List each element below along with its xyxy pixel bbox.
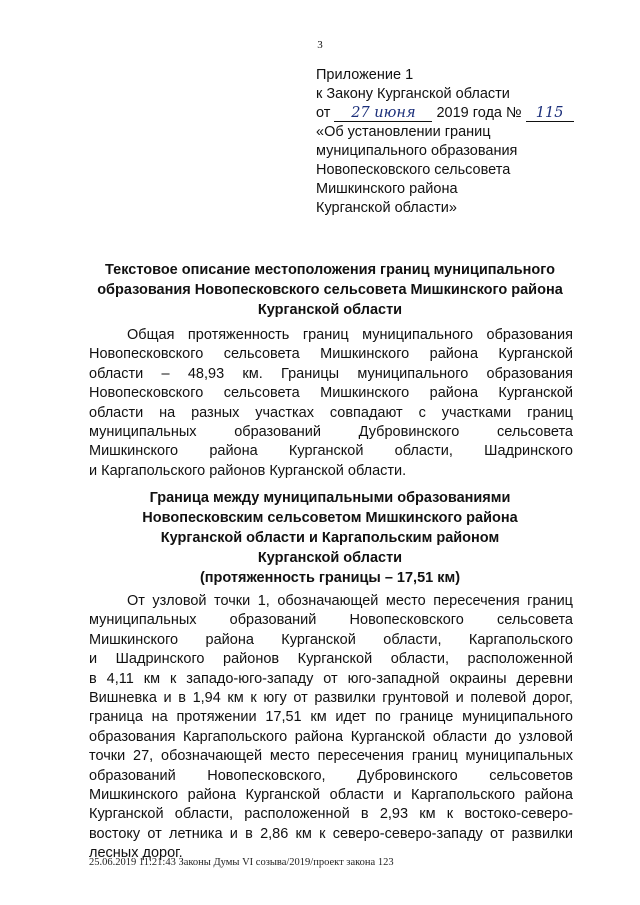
paragraph-line: образований Новопесковского, Дубровинского сельсоветов: [89, 767, 573, 784]
handwritten-law-number: 115: [526, 105, 574, 122]
intro-paragraph: [89, 326, 573, 481]
paragraph-line: области – 48,93 км. Границы муниципального образования: [89, 365, 573, 382]
paragraph-line: Мишкинского района Курганской области, Шадринского: [89, 443, 573, 460]
paragraph-line: муниципальных образований Дубровинского сельсовета: [89, 424, 573, 441]
appendix-law-reference: к Закону Курганской области: [316, 86, 510, 102]
section-heading-line: Курганской области и Каргапольским районом: [160, 530, 500, 546]
paragraph-line: Мишкинского района Курганской области, Каргапольского: [89, 631, 573, 648]
paragraph-line: Новопесковского сельсовета Мишкинского района Курганской: [89, 346, 573, 363]
paragraph-line: От узловой точки 1, обозначающей место пересечения границ: [127, 593, 573, 609]
paragraph-line: востоку от летника и в 2,86 км к северо-северо-западу от развилки: [89, 825, 573, 842]
document-footer: 25.06.2019 11:21:43 Законы Думы VI созыва/2019/проект закона 123: [89, 857, 394, 868]
page-number: 3: [317, 39, 323, 51]
paragraph-line: точки 27, обозначающей место пересечения границ муниципальных: [89, 748, 573, 765]
document-title-line: образования Новопесковского сельсовета Мишкинского района: [97, 282, 563, 298]
paragraph-line: Курганской области, расположенной в 2,93 км к востоко-северо-: [89, 806, 573, 823]
law-title-line: «Об установлении границ: [316, 124, 491, 140]
appendix-header: [316, 66, 616, 218]
section-heading-line: (протяженность границы – 17,51 км): [199, 570, 461, 586]
paragraph-line: и Каргапольского районов Курганской области.: [89, 462, 407, 479]
paragraph-line: Вишневка и в 1,94 км к югу от развилки грунтовой и полевой дорог,: [89, 690, 573, 707]
law-title-line: Новопесковского сельсовета: [316, 162, 511, 178]
document-title-line: Курганской области: [257, 302, 403, 318]
document-title-line: Текстовое описание местоположения границ муниципального: [105, 262, 555, 278]
section-heading-line: Новопесковским сельсоветом Мишкинского района: [142, 510, 518, 526]
paragraph-line: муниципальных образований Новопесковского сельсовета: [89, 612, 573, 629]
appendix-label: Приложение 1: [316, 67, 414, 83]
date-prefix: от: [316, 105, 331, 121]
law-title-line: муниципального образования: [316, 143, 518, 159]
paragraph-line: области на разных участках совпадают с участками границ: [89, 404, 573, 421]
paragraph-line: Мишкинского района Курганской области и Каргапольского района: [89, 787, 573, 804]
section-heading-line: Курганской области: [257, 550, 403, 566]
paragraph-line: и Шадринского районов Курганской области, расположенной: [89, 651, 573, 668]
law-title-line: Курганской области»: [316, 200, 457, 216]
document-title: [70, 260, 590, 320]
year-text: 2019 года №: [436, 105, 522, 121]
boundary-description-paragraph: [89, 592, 573, 864]
handwritten-date: 27 июня: [334, 105, 432, 122]
paragraph-line: в 4,11 км к западо-юго-западу от юго-западной окраины деревни: [89, 670, 573, 687]
paragraph-line: граница на протяжении 17,51 км идет по границе муниципального: [89, 709, 573, 726]
appendix-date-line: [316, 104, 616, 123]
paragraph-line: образования Каргапольского района Курганской области до узловой: [89, 728, 573, 745]
section-heading-line: Граница между муниципальными образованиями: [149, 490, 511, 506]
paragraph-line: лесных дорог.: [89, 845, 183, 862]
section-heading: [70, 488, 590, 588]
law-title-line: Мишкинского района: [316, 181, 458, 197]
paragraph-line: Общая протяженность границ муниципального образования: [127, 327, 573, 343]
paragraph-line: Новопесковского сельсовета Мишкинского района Курганской: [89, 385, 573, 402]
